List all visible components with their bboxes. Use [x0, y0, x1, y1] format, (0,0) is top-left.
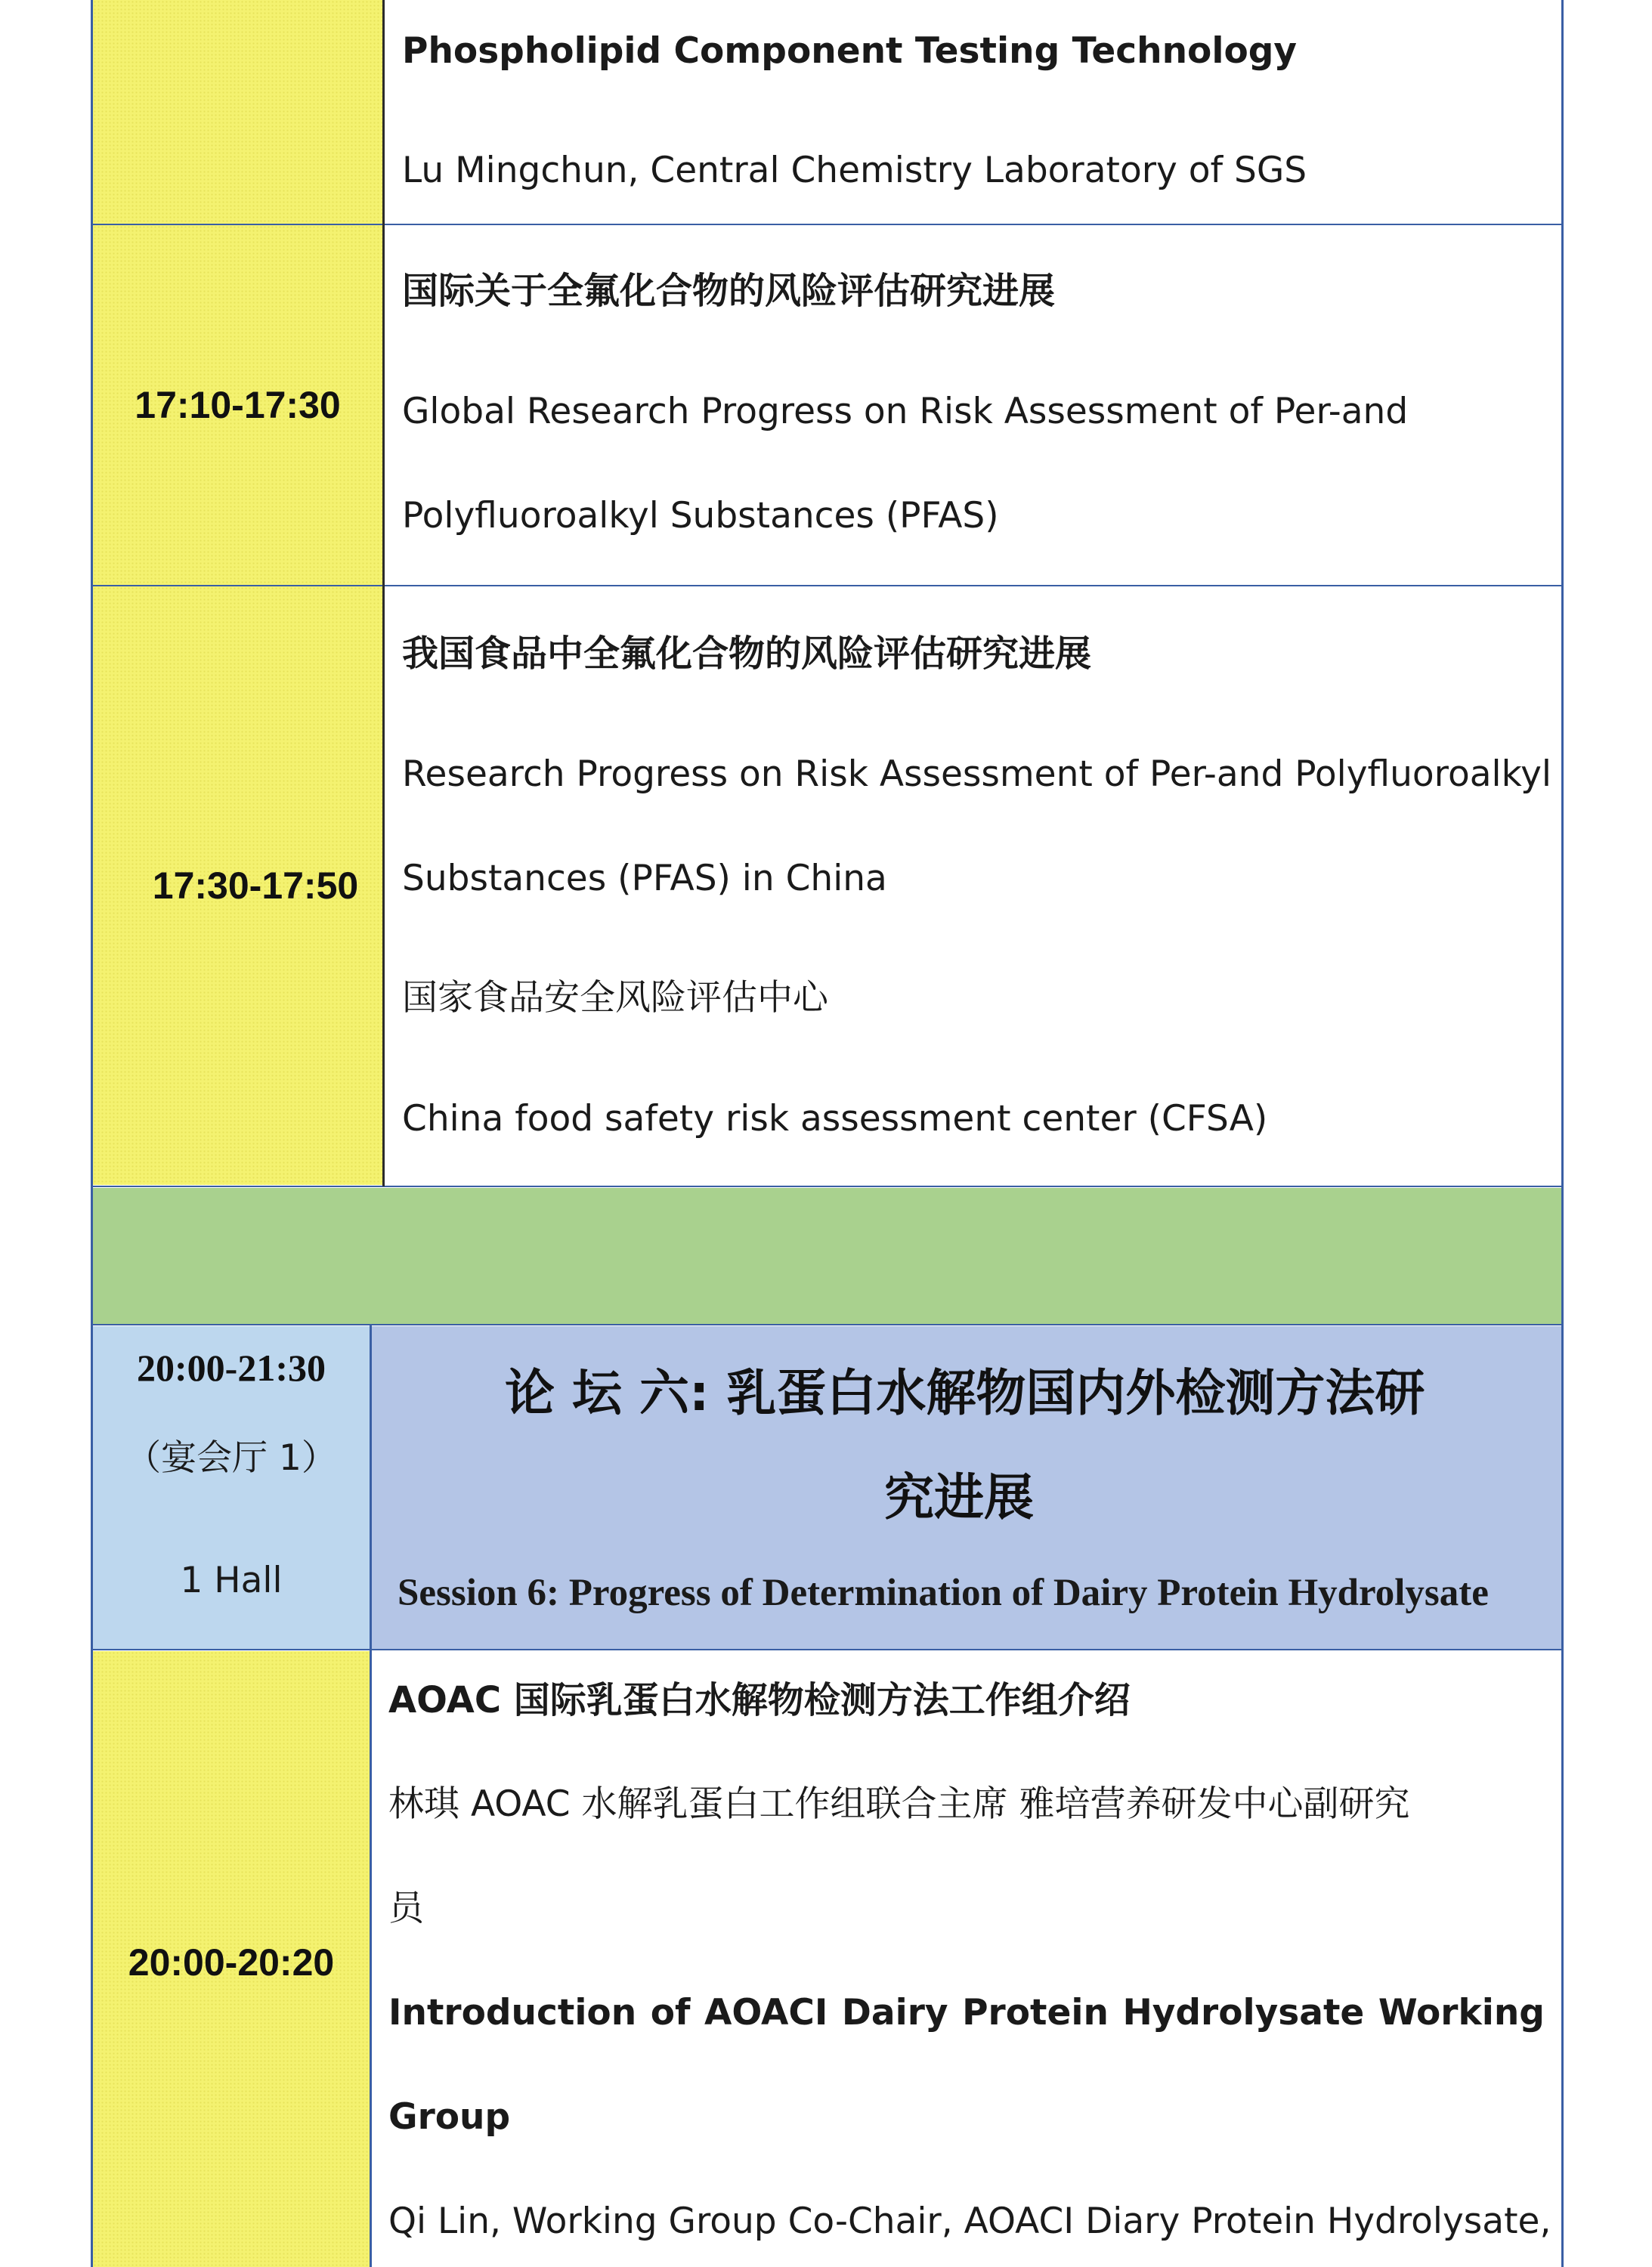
- talk-title-zh: AOAC 国际乳蛋白水解物检测方法工作组介绍: [388, 1679, 1131, 1721]
- row2-time: 17:10-17:30: [135, 384, 341, 426]
- talk-title-en-word: Introduction: [388, 1992, 637, 2033]
- row3-title-en-line1: Research Progress on Risk Assessment of Per-and Polyfluoroalkyl: [402, 753, 1551, 795]
- row-divider: [91, 224, 1564, 225]
- session-title-en: Session 6: Progress of Determination of Dairy Protein Hydrolysate: [398, 1572, 1489, 1614]
- row1-title-en: Phospholipid Component Testing Technology: [402, 30, 1298, 72]
- session-time: 20:00-21:30: [137, 1347, 326, 1389]
- row3-org-en: China food safety risk assessment center (CFSA): [402, 1098, 1268, 1140]
- row-divider: [91, 1324, 1564, 1325]
- table-border-left: [91, 0, 93, 2267]
- row3-time: 17:30-17:50: [152, 864, 359, 907]
- column-divider: [382, 0, 385, 1186]
- talk-title-en-word: Working: [1378, 1992, 1545, 2033]
- talk-title-en-word: Dairy: [841, 1992, 948, 2033]
- row-divider: [91, 1186, 1564, 1187]
- row2-title-en-line2: Polyfluoroalkyl Substances (PFAS): [402, 495, 999, 537]
- talk-time: 20:00-20:20: [128, 1941, 335, 1984]
- row3-title-en-line2: Substances (PFAS) in China: [402, 858, 887, 899]
- talk-title-en-word: AOACI: [704, 1992, 828, 2033]
- row3-org-zh: 国家食品安全风险评估中心: [402, 977, 828, 1019]
- talk-title-en-word: of: [650, 1992, 691, 2033]
- row1-speaker: Lu Mingchun, Central Chemistry Laboratory of SGS: [402, 150, 1307, 191]
- row2-title-zh: 国际关于全氟化合物的风险评估研究进展: [402, 270, 1056, 312]
- green-separator-band: [93, 1188, 1561, 1324]
- talk-speaker-zh-line2: 员: [388, 1888, 424, 1929]
- talk-speaker-zh-line1: 林琪 AOAC 水解乳蛋白工作组联合主席 雅培营养研发中心副研究: [388, 1783, 1410, 1825]
- talk-title-en-line2: Group: [388, 2096, 511, 2138]
- row-divider: [91, 1649, 1564, 1650]
- talk-title-en-word: Hydrolysate: [1122, 1992, 1365, 2033]
- talk-title-en-line1: [388, 1990, 1545, 2036]
- session-title-zh-line1: 论 坛 六: 乳蛋白水解物国内外检测方法研: [505, 1364, 1425, 1422]
- session-title-zh-line2: 究进展: [884, 1468, 1034, 1526]
- row2-title-en-line1: Global Research Progress on Risk Assessment of Per-and: [402, 391, 1409, 432]
- column-divider: [370, 1325, 372, 2267]
- talk-speaker-en: Qi Lin, Working Group Co-Chair, AOACI Diary Protein Hydrolysate,: [388, 2201, 1551, 2242]
- row-divider: [91, 585, 1564, 586]
- table-border-right: [1561, 0, 1564, 2267]
- session-room-en: 1 Hall: [180, 1560, 283, 1601]
- session-room-zh: （宴会厅 1）: [125, 1437, 337, 1479]
- row3-title-zh: 我国食品中全氟化合物的风险评估研究进展: [402, 632, 1092, 675]
- talk-title-en-word: Protein: [962, 1992, 1109, 2033]
- time-cell-row1: [93, 0, 382, 224]
